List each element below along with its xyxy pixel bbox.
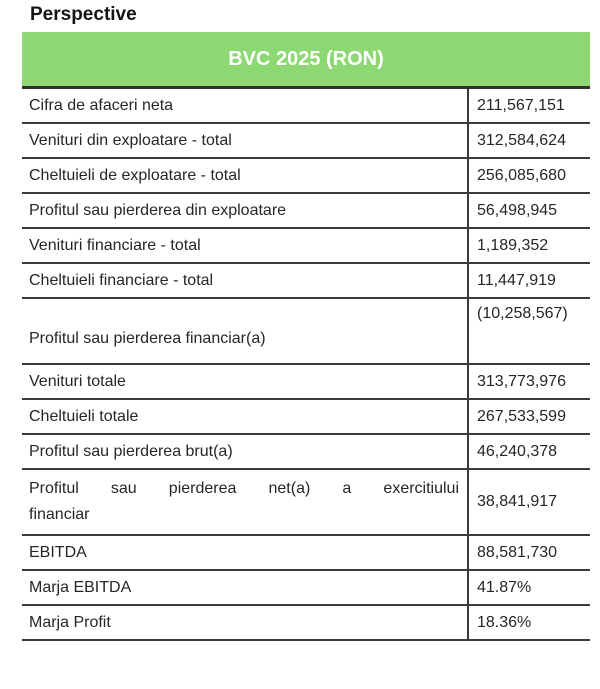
row-label: Venituri totale [22,365,469,398]
row-value: 56,498,945 [477,201,558,219]
row-label: Marja Profit [22,606,469,639]
table-row [22,470,590,536]
table-row [22,159,590,194]
row-label: Venituri financiare - total [22,229,469,262]
row-label: Profitul sau pierderea din exploatare [22,194,469,227]
table-body [22,89,590,641]
document-page [0,4,600,641]
table-row [22,606,590,641]
row-label: Cifra de afaceri neta [22,89,469,122]
row-label-line: financiar [29,506,90,523]
table-row [22,194,590,229]
row-value: 11,447,919 [477,271,556,289]
row-value: 46,240,378 [477,442,558,460]
row-value: 267,533,599 [477,407,566,425]
table-header: BVC 2025 (RON) [22,32,590,89]
row-label [22,470,469,534]
table-row [22,435,590,470]
row-label: EBITDA [22,536,469,569]
table-row [22,299,590,365]
table-row [22,229,590,264]
page-title: Perspective [30,4,137,25]
row-value: 88,581,730 [477,543,558,561]
row-value: 38,841,917 [477,493,558,510]
row-value: 1,189,352 [477,236,549,254]
row-label-line: Profitul sau pierderea net(a) a exercitiului [29,480,459,497]
row-label: Venituri din exploatare - total [22,124,469,157]
row-value: 211,567,151 [477,96,565,114]
row-value: 312,584,624 [477,131,566,149]
table-row [22,536,590,571]
row-value: (10,258,567) [477,305,568,322]
table-row [22,400,590,435]
row-label: Cheltuieli totale [22,400,469,433]
row-value: 41.87% [477,578,532,596]
row-value: 256,085,680 [477,166,566,184]
table-row [22,89,590,124]
table-row [22,124,590,159]
table-row [22,365,590,400]
row-label: Profitul sau pierderea brut(a) [22,435,469,468]
financial-table [22,32,590,641]
row-label: Cheltuieli de exploatare - total [22,159,469,192]
table-row [22,264,590,299]
row-label: Profitul sau pierderea financiar(a) [22,299,469,363]
row-label: Cheltuieli financiare - total [22,264,469,297]
row-label: Marja EBITDA [22,571,469,604]
row-value: 313,773,976 [477,372,566,390]
table-row [22,571,590,606]
row-value: 18.36% [477,613,532,631]
